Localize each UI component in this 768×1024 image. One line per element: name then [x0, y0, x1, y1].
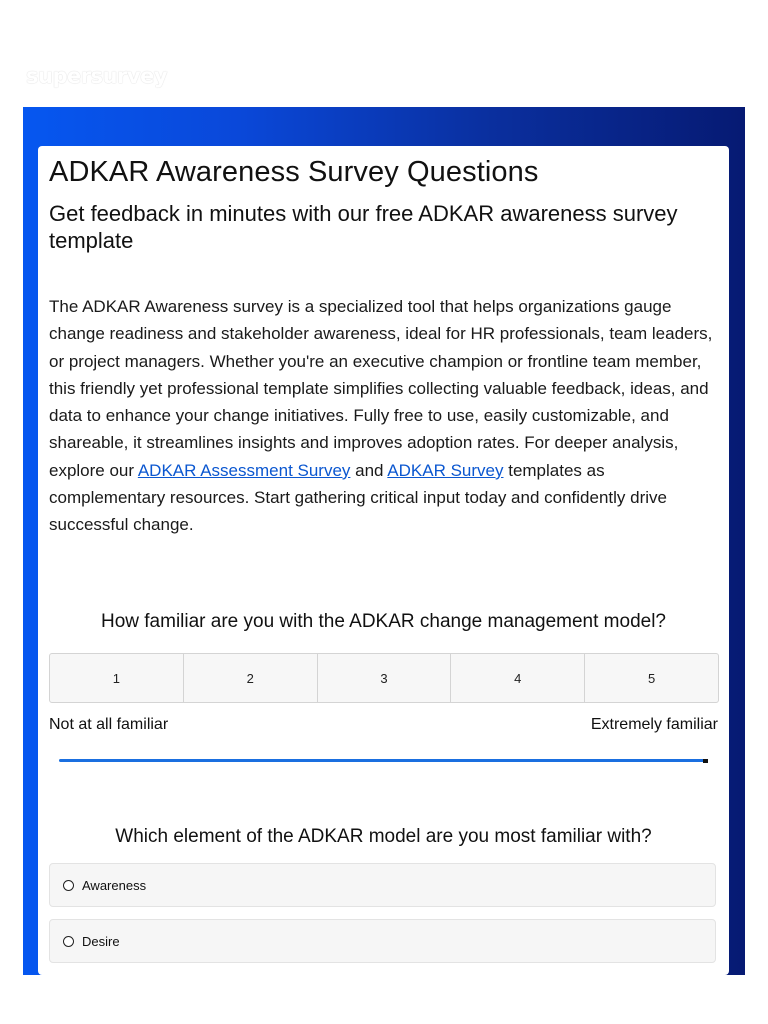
rating-scale — [49, 653, 719, 703]
radio-icon[interactable] — [63, 936, 74, 947]
choice-desire[interactable] — [49, 919, 716, 963]
page-description — [49, 293, 724, 539]
hero-section — [23, 107, 745, 975]
description-connector: and — [350, 460, 388, 480]
scale-high-label: Extremely familiar — [590, 716, 718, 733]
description-text-end: templates as complementary resources. Start gathering critical input today and confidently drive successful change. — [49, 460, 667, 535]
question-1-text: How familiar are you with the ADKAR change management model? — [100, 611, 666, 632]
rating-option-5[interactable]: 5 — [647, 670, 656, 686]
rating-option-1[interactable]: 1 — [50, 654, 184, 702]
adkar-survey-link[interactable]: ADKAR Survey — [387, 460, 504, 480]
rating-option-3[interactable]: 3 — [318, 654, 452, 702]
choice-label: Awareness — [82, 877, 147, 893]
page-subtitle: Get feedback in minutes with our free ADKAR awareness survey template — [49, 201, 678, 253]
choice-label: Desire — [82, 933, 120, 949]
survey-card — [38, 146, 729, 975]
choice-awareness[interactable] — [49, 863, 716, 907]
question-2-text: Which element of the ADKAR model are you most familiar with? — [115, 826, 652, 847]
familiarity-slider[interactable] — [59, 759, 706, 762]
slider-handle[interactable] — [703, 759, 708, 763]
scale-low-label: Not at all familiar — [49, 716, 169, 733]
radio-icon[interactable] — [63, 880, 74, 891]
rating-option-4[interactable]: 4 — [451, 654, 585, 702]
brand-logo[interactable]: supersurvey — [26, 64, 168, 88]
description-text: The ADKAR Awareness survey is a specialized tool that helps organizations gauge change readiness and stakeholder awareness, ideal for HR professionals, team leaders, or project managers. Whether you're an executive champion or frontline team member, this friendly yet professional template simplifies collecting valuable feedback, ideas, and data to enhance your change initiatives. Fully free to use, easily customizable, and shareable, it streamlines insights and improves adoption rates. For deeper analysis, explore our — [49, 297, 713, 480]
adkar-assessment-survey-link[interactable]: ADKAR Assessment Survey — [137, 460, 351, 480]
rating-option-2[interactable]: 2 — [184, 654, 318, 702]
page-title: ADKAR Awareness Survey Questions — [49, 156, 539, 188]
